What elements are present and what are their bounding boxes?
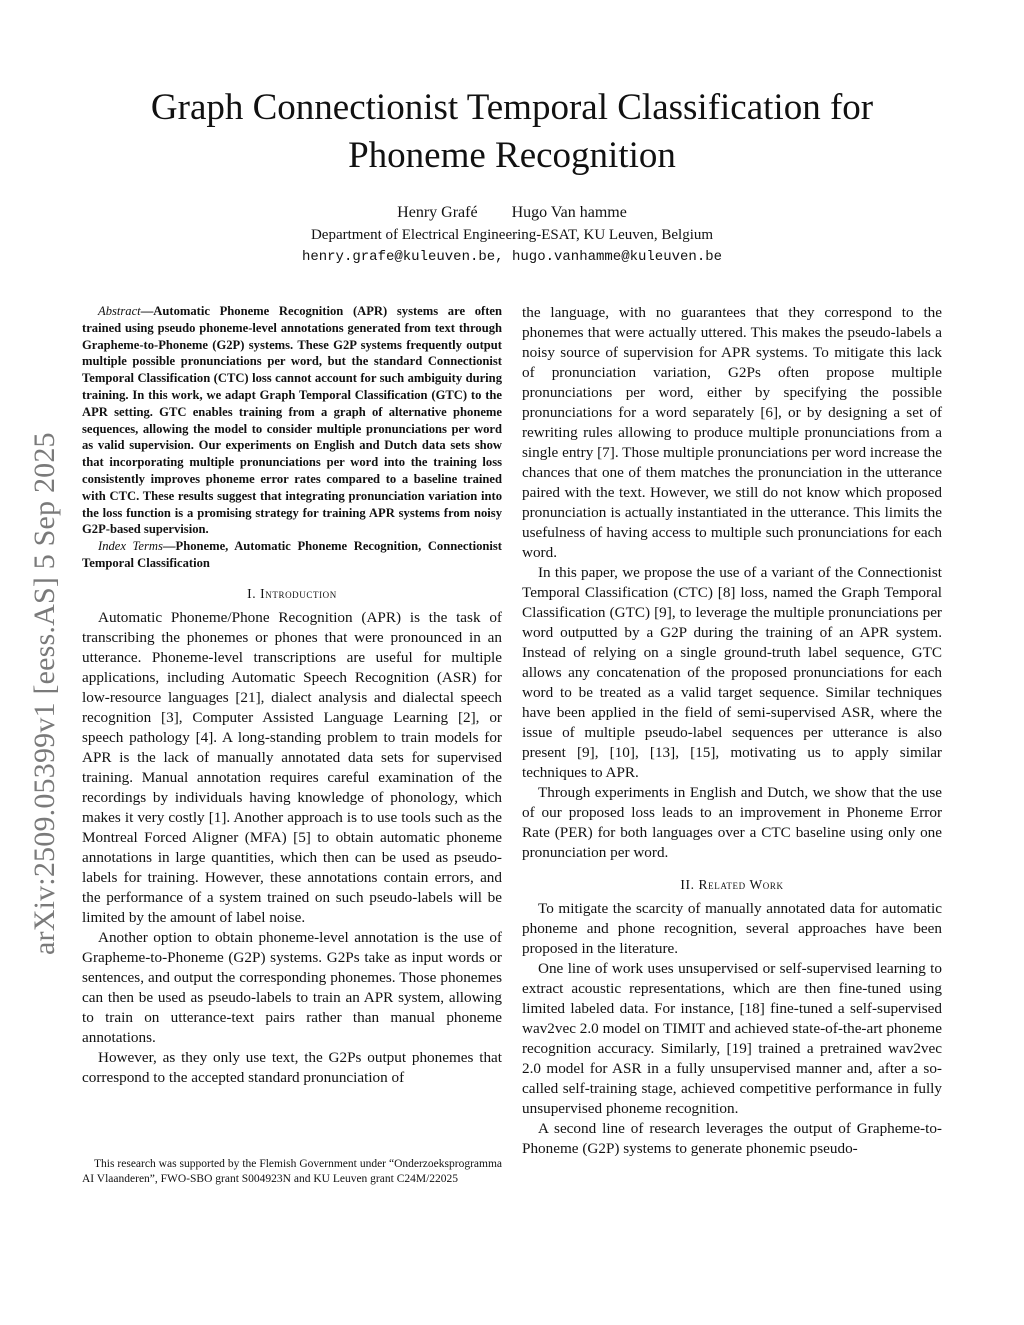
author-name: Hugo Van hamme bbox=[511, 204, 627, 221]
author-name: Henry Grafé bbox=[397, 204, 478, 221]
paragraph: In this paper, we propose the use of a variant of the Connectionist Temporal Classification (CTC) [8] loss, named the Graph Temporal Classification (GTC) [9], to leverage the multiple pronunciations per word outputted by a G2P during the training of an APR system. Instead of relying on a single ground-truth label sequence, GTC allows any concatenation of the proposed pronunciations for each word to be treated as a valid target sequence. Similar techniques have been applied in the field of semi-supervised ASR, where the issue of multiple pseudo-label sequences per utterance is also present [9], [10], [13], [15], motivating us to apply similar techniques to APR. bbox=[522, 564, 942, 781]
abstract-paragraph bbox=[82, 303, 502, 538]
section-title: Related Work bbox=[698, 877, 784, 892]
left-column bbox=[82, 303, 502, 1088]
paragraph: Through experiments in English and Dutch, we show that the use of our proposed loss leads to an improvement in Phoneme Error Rate (PER) for both languages over a CTC baseline using only one pronunciation per word. bbox=[522, 784, 942, 861]
footnote: This research was supported by the Flemish Government under “Onderzoeksprogramma AI Vlaanderen”, FWO-SBO grant S004923N and KU Leuven grant C24M/22025 bbox=[82, 1158, 502, 1185]
right-column bbox=[522, 303, 942, 1159]
section-title: Introduction bbox=[260, 585, 337, 601]
author-list bbox=[0, 202, 1024, 224]
paragraph: Another option to obtain phoneme-level annotation is the use of Grapheme-to-Phoneme (G2P) systems. G2Ps take as input words or sentences, and output the corresponding phonemes. Those phonemes can then be used as pseudo-labels to train an APR system, allowing to train on utterance-text pairs rather than manual phoneme annotations. bbox=[82, 928, 502, 1046]
section-heading-related-work bbox=[522, 877, 942, 893]
section-number: I. bbox=[247, 585, 257, 601]
paragraph: To mitigate the scarcity of manually annotated data for automatic phoneme and phone recognition, several approaches have been proposed in the literature. bbox=[522, 900, 942, 957]
arxiv-identifier: arXiv:2509.05399v1 [eess.AS] 5 Sep 2025 bbox=[28, 432, 61, 955]
author-emails: henry.grafe@kuleuven.be, hugo.vanhamme@kuleuven.be bbox=[301, 249, 723, 265]
paragraph: the language, with no guarantees that they correspond to the phonemes that were actually uttered. This makes the pseudo-labels a noisy source of supervision for APR systems. To mitigate this lack of pronunciation variation, G2Ps often propose multiple pronunciations per word, either by specifying the possible pronunciations for a word separately [6], or by designing a set of rewriting rules allowing to produce multiple pronunciations from a single entry [7]. Those multiple pronunciations per word increase the chances that one of them matches the pronunciation in the utterance paired with the text. However, we still do not know which proposed pronunciation is actually instantiated in the utterance. This limits the usefulness of having access to multiple such pronunciations for each word. bbox=[522, 304, 942, 561]
affiliation: Department of Electrical Engineering-ESAT, KU Leuven, Belgium bbox=[310, 227, 714, 243]
abstract-text: —Automatic Phoneme Recognition (APR) systems are often trained using pseudo phoneme-level annotations generated from text through Grapheme-to-Phoneme (G2P) systems. These G2P systems frequently output multiple possible pronunciations per word, but the standard Connectionist Temporal Classification (CTC) loss cannot account for such ambiguity during training. In this work, we adapt Graph Temporal Classification (GTC) to the APR setting. GTC enables training from a graph of alternative phoneme sequences, allowing the model to consider multiple pronunciations per word as valid supervision. Our experiments on English and Dutch data sets show that incorporating multiple pronunciations per word into the training loss consistently improves phoneme error rates compared to a baseline trained with CTC. These results suggest that integrating pronunciation variation into the loss function is a promising strategy for training APR systems from noisy G2P-based supervision. bbox=[82, 304, 502, 537]
index-terms-text: —Phoneme, Automatic Phoneme Recognition, Connectionist Temporal Classification bbox=[82, 539, 502, 570]
section-heading-introduction bbox=[82, 586, 502, 602]
abstract bbox=[82, 303, 502, 572]
paragraph: One line of work uses unsupervised or self-supervised learning to extract acoustic representations, which are then fine-tuned using limited labeled data. For instance, [18] fine-tuned a self-supervised wav2vec 2.0 model on TIMIT and achieved state-of-the-art phoneme recognition accuracy. Similarly, [19] trained a pretrained wav2vec 2.0 model for ASR in a fully unsupervised manner and, after a so-called self-training stage, achieved competitive performance in fully unsupervised phoneme recognition. bbox=[522, 960, 942, 1117]
paragraph: Automatic Phoneme/Phone Recognition (APR) is the task of transcribing the phonemes or phones that were pronounced in an utterance. Phoneme-level transcriptions are useful for multiple applications, including Automatic Speech Recognition (ASR) for low-resource languages [21], dialect analysis and dialectal speech recognition [3], Computer Assisted Language Learning [2], or speech pathology [4]. A long-standing problem to train models for APR is the lack of manually annotated data sets for supervised training. Manual annotation requires careful examination of the recordings by individuals having knowledge of phonology, which makes it very costly [1]. Another approach is to use tools such as the Montreal Forced Aligner (MFA) [5] to obtain automatic phoneme annotations in large quantities, which then can be used as pseudo-labels for training. However, these annotations contain errors, and the performance of a system trained on such pseudo-labels will be limited by the amount of label noise. bbox=[82, 608, 502, 926]
section-number: II. bbox=[680, 877, 695, 892]
paragraph: A second line of research leverages the output of Grapheme-to-Phoneme (G2P) systems to generate phonemic pseudo- bbox=[522, 1120, 942, 1157]
paper-title: Graph Connectionist Temporal Classification for Phoneme Recognition bbox=[150, 87, 874, 176]
abstract-label: Abstract bbox=[98, 304, 141, 318]
index-terms-label: Index Terms bbox=[98, 539, 163, 554]
paragraph: However, as they only use text, the G2Ps output phonemes that correspond to the accepted standard pronunciation of bbox=[82, 1048, 502, 1086]
index-terms bbox=[82, 538, 502, 572]
